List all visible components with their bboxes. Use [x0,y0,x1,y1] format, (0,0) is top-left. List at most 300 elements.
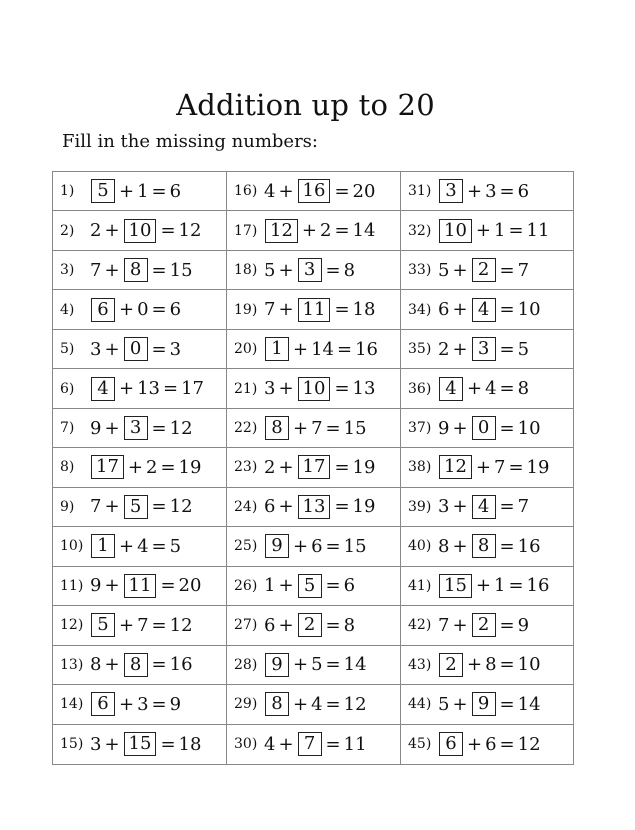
answer-box[interactable]: 15 [439,574,472,598]
equation [438,377,529,401]
addend: 6 [264,614,276,636]
equation [264,495,375,519]
sum: 11 [343,733,367,755]
equation [90,732,201,756]
equation [438,495,529,519]
sum: 16 [526,575,550,597]
problem-cell [227,567,401,606]
problem-cell [401,409,573,448]
problem-number: 37) [408,420,432,437]
plus-sign: + [104,338,120,360]
addend: 1 [494,575,506,597]
answer-box[interactable]: 8 [124,258,148,282]
addend: 2 [438,338,450,360]
problem-cell [53,488,227,527]
plus-sign: + [119,535,135,557]
plus-sign: + [278,456,294,478]
equation [438,732,541,756]
answer-box[interactable]: 4 [439,377,463,401]
problem-number: 5) [60,341,75,358]
answer-box[interactable]: 0 [124,337,148,361]
plus-sign: + [119,180,135,202]
plus-sign: + [293,338,309,360]
sum: 13 [352,378,376,400]
plus-sign: + [452,614,468,636]
sum: 17 [181,378,204,400]
answer-box[interactable]: 16 [298,179,331,203]
answer-box[interactable]: 12 [439,455,472,479]
sum: 16 [517,535,541,557]
plus-sign: + [119,299,135,321]
equals-sign: = [499,299,515,321]
sum: 14 [352,220,376,242]
problem-number: 41) [408,577,432,594]
equals-sign: = [508,456,524,478]
answer-box[interactable]: 11 [298,298,331,322]
problem-cell [53,646,227,685]
equation [438,653,541,677]
sum: 3 [169,338,182,360]
equals-sign: = [160,456,176,478]
equation [264,179,375,203]
equation [264,219,375,243]
equation [264,574,355,598]
plus-sign: + [104,496,120,518]
equation [264,613,355,637]
addend: 4 [264,180,276,202]
equation [438,455,549,479]
sum: 15 [343,535,367,557]
plus-sign: + [278,496,294,518]
equation [264,534,367,558]
problem-cell [401,330,573,369]
answer-box[interactable]: 5 [91,613,115,637]
equals-sign: = [151,614,167,636]
answer-box[interactable]: 12 [265,219,298,243]
addend: 7 [494,456,506,478]
answer-box[interactable]: 17 [91,455,124,479]
plus-sign: + [119,693,135,715]
problem-number: 7) [60,420,75,437]
equals-sign: = [508,575,524,597]
answer-box[interactable]: 4 [91,377,115,401]
addend: 2 [320,220,332,242]
plus-sign: + [293,654,309,676]
plus-sign: + [452,299,468,321]
plus-sign: + [467,378,483,400]
equals-sign: = [151,259,167,281]
problem-number: 1) [60,183,75,200]
problem-cell [401,211,573,250]
equation [264,377,375,401]
addend: 2 [146,456,158,478]
sum: 6 [169,299,182,321]
plus-sign: + [104,259,120,281]
equals-sign: = [334,299,350,321]
answer-box[interactable]: 2 [298,613,322,637]
addend: 2 [264,456,276,478]
sum: 12 [169,496,193,518]
problem-cell [227,685,401,724]
problem-number: 29) [234,696,258,713]
equals-sign: = [325,535,341,557]
problem-cell [53,725,227,764]
problem-cell [53,330,227,369]
equation [90,455,201,479]
sum: 14 [343,654,367,676]
problem-number: 17) [234,222,258,239]
problem-number: 4) [60,301,75,318]
answer-box[interactable]: 9 [265,653,289,677]
answer-box[interactable]: 9 [265,534,289,558]
problem-cell [53,290,227,329]
problem-cell [53,409,227,448]
problem-cell [227,448,401,487]
plus-sign: + [104,733,120,755]
problem-cell [401,172,573,211]
addend: 8 [438,535,450,557]
problem-number: 9) [60,498,75,515]
equation [90,258,193,282]
problem-cell [401,290,573,329]
equation [264,416,367,440]
sum: 16 [355,338,378,360]
problem-cell [401,448,573,487]
equals-sign: = [163,378,179,400]
problem-cell [401,369,573,408]
problem-number: 11) [60,577,84,594]
plus-sign: + [278,378,294,400]
answer-box[interactable]: 8 [265,416,289,440]
problem-number: 42) [408,617,432,634]
plus-sign: + [467,654,483,676]
sum: 6 [169,180,182,202]
problem-number: 30) [234,736,258,753]
answer-box[interactable]: 2 [439,653,463,677]
equals-sign: = [325,417,341,439]
sum: 7 [517,259,530,281]
problem-number: 20) [234,341,258,358]
answer-box[interactable]: 3 [298,258,322,282]
equation [264,732,367,756]
problem-cell [401,567,573,606]
problem-cell [401,685,573,724]
equation [438,298,541,322]
sum: 8 [343,259,356,281]
addend: 2 [90,220,102,242]
equation [90,179,181,203]
plus-sign: + [467,733,483,755]
equals-sign: = [499,535,515,557]
problem-cell [401,527,573,566]
sum: 5 [517,338,530,360]
equation [438,692,541,716]
problem-cell [227,172,401,211]
answer-box[interactable]: 10 [124,219,157,243]
answer-box[interactable]: 1 [91,534,115,558]
equation [90,692,181,716]
sum: 10 [517,299,541,321]
sum: 19 [352,496,376,518]
answer-box[interactable]: 8 [124,653,148,677]
problem-cell [53,369,227,408]
addend: 3 [438,496,450,518]
answer-box[interactable]: 3 [472,337,496,361]
addend: 4 [137,535,149,557]
sum: 15 [169,259,193,281]
problem-number: 13) [60,656,84,673]
equation [90,219,201,243]
addend: 8 [90,654,102,676]
equation [264,653,367,677]
answer-box[interactable]: 11 [124,574,157,598]
equals-sign: = [499,338,515,360]
answer-box[interactable]: 6 [91,692,115,716]
addend: 7 [438,614,450,636]
problem-number: 18) [234,262,258,279]
equation [438,337,529,361]
problem-number: 26) [234,577,258,594]
problem-number: 36) [408,380,432,397]
addend: 5 [438,693,450,715]
equals-sign: = [334,456,350,478]
plus-sign: + [104,417,120,439]
problem-number: 15) [60,736,84,753]
addend: 7 [90,259,102,281]
problem-number: 14) [60,696,84,713]
addend: 5 [311,654,323,676]
equals-sign: = [325,614,341,636]
answer-box[interactable]: 4 [472,298,496,322]
addend: 4 [264,733,276,755]
problem-cell [401,606,573,645]
equals-sign: = [160,733,176,755]
problem-number: 45) [408,736,432,753]
equation [264,455,375,479]
equals-sign: = [499,180,515,202]
sum: 5 [169,535,182,557]
problem-number: 10) [60,538,84,555]
sum: 20 [178,575,202,597]
problem-cell [227,725,401,764]
equation [438,219,549,243]
problem-cell [53,567,227,606]
equation [264,692,367,716]
answer-box[interactable]: 8 [265,692,289,716]
equation [438,574,549,598]
addend: 1 [264,575,276,597]
answer-box[interactable]: 5 [298,574,322,598]
problems-grid [52,171,574,765]
problem-cell [53,685,227,724]
problem-cell [227,646,401,685]
plus-sign: + [104,220,120,242]
answer-box[interactable]: 2 [472,613,496,637]
equals-sign: = [499,259,515,281]
sum: 18 [352,299,376,321]
equals-sign: = [499,417,515,439]
problem-number: 3) [60,262,75,279]
equals-sign: = [334,496,350,518]
addend: 7 [137,614,149,636]
addend: 5 [438,259,450,281]
equation [90,613,193,637]
sum: 12 [178,220,202,242]
plus-sign: + [278,180,294,202]
addend: 3 [90,733,102,755]
problem-number: 43) [408,656,432,673]
sum: 6 [343,575,356,597]
sum: 12 [169,417,193,439]
equation [90,495,193,519]
plus-sign: + [293,535,309,557]
equation [438,613,529,637]
equals-sign: = [499,693,515,715]
sum: 20 [352,180,376,202]
plus-sign: + [278,299,294,321]
plus-sign: + [452,496,468,518]
problem-number: 12) [60,617,84,634]
problem-cell [401,725,573,764]
problem-number: 38) [408,459,432,476]
problem-number: 21) [234,380,258,397]
sum: 9 [517,614,530,636]
problem-cell [401,251,573,290]
equals-sign: = [325,259,341,281]
problem-number: 32) [408,222,432,239]
answer-box[interactable]: 9 [472,692,496,716]
answer-box[interactable]: 7 [298,732,322,756]
addend: 3 [137,693,149,715]
problem-number: 19) [234,301,258,318]
problem-cell [227,330,401,369]
equation [264,258,355,282]
plus-sign: + [475,575,491,597]
plus-sign: + [104,575,120,597]
equals-sign: = [151,496,167,518]
addend: 7 [264,299,276,321]
addend: 6 [264,496,276,518]
sum: 12 [343,693,367,715]
addend: 7 [90,496,102,518]
equation [438,416,541,440]
addend: 3 [485,180,497,202]
problem-cell [401,488,573,527]
problem-cell [53,172,227,211]
plus-sign: + [452,338,468,360]
equals-sign: = [151,338,167,360]
addend: 13 [137,378,160,400]
problem-cell [227,409,401,448]
answer-box[interactable]: 3 [439,179,463,203]
equation [90,653,193,677]
sum: 16 [169,654,193,676]
sum: 11 [526,220,550,242]
answer-box[interactable]: 6 [439,732,463,756]
problem-number: 8) [60,459,75,476]
addend: 8 [485,654,497,676]
problem-cell [53,527,227,566]
sum: 19 [178,456,202,478]
equals-sign: = [151,180,167,202]
sum: 6 [517,180,530,202]
answer-box[interactable]: 3 [124,416,148,440]
addend: 4 [485,378,497,400]
equals-sign: = [160,220,176,242]
answer-box[interactable]: 2 [472,258,496,282]
equals-sign: = [151,417,167,439]
problem-number: 33) [408,262,432,279]
equation [90,416,193,440]
plus-sign: + [301,220,317,242]
instructions-text: Fill in the missing numbers: [62,131,318,152]
equation [264,337,378,361]
equals-sign: = [337,338,353,360]
addend: 1 [137,180,149,202]
problem-number: 39) [408,498,432,515]
answer-box[interactable]: 6 [91,298,115,322]
equation [90,534,181,558]
sum: 8 [343,614,356,636]
answer-box[interactable]: 13 [298,495,331,519]
answer-box[interactable]: 5 [124,495,148,519]
addend: 9 [438,417,450,439]
problem-cell [227,527,401,566]
problem-cell [227,369,401,408]
addend: 14 [311,338,334,360]
answer-box[interactable]: 10 [439,219,472,243]
equation [264,298,375,322]
equation [438,534,541,558]
answer-box[interactable]: 5 [91,179,115,203]
equals-sign: = [151,693,167,715]
problem-number: 25) [234,538,258,555]
problem-number: 6) [60,380,75,397]
plus-sign: + [475,456,491,478]
answer-box[interactable]: 8 [472,534,496,558]
problem-cell [53,448,227,487]
equation [438,179,529,203]
addend: 6 [438,299,450,321]
answer-box[interactable]: 10 [298,377,331,401]
equation [90,377,204,401]
addend: 3 [90,338,102,360]
addend: 6 [485,733,497,755]
plus-sign: + [452,535,468,557]
answer-box[interactable]: 1 [265,337,289,361]
problem-number: 31) [408,183,432,200]
problem-cell [53,251,227,290]
plus-sign: + [452,259,468,281]
sum: 8 [517,378,530,400]
equals-sign: = [499,496,515,518]
addend: 4 [311,693,323,715]
equals-sign: = [325,733,341,755]
answer-box[interactable]: 15 [124,732,157,756]
equals-sign: = [151,299,167,321]
equation [90,298,181,322]
plus-sign: + [278,575,294,597]
answer-box[interactable]: 4 [472,495,496,519]
problem-number: 22) [234,420,258,437]
problem-number: 16) [234,183,258,200]
equals-sign: = [499,733,515,755]
answer-box[interactable]: 17 [298,455,331,479]
equals-sign: = [499,378,515,400]
problem-cell [227,211,401,250]
problem-cell [227,251,401,290]
answer-box[interactable]: 0 [472,416,496,440]
